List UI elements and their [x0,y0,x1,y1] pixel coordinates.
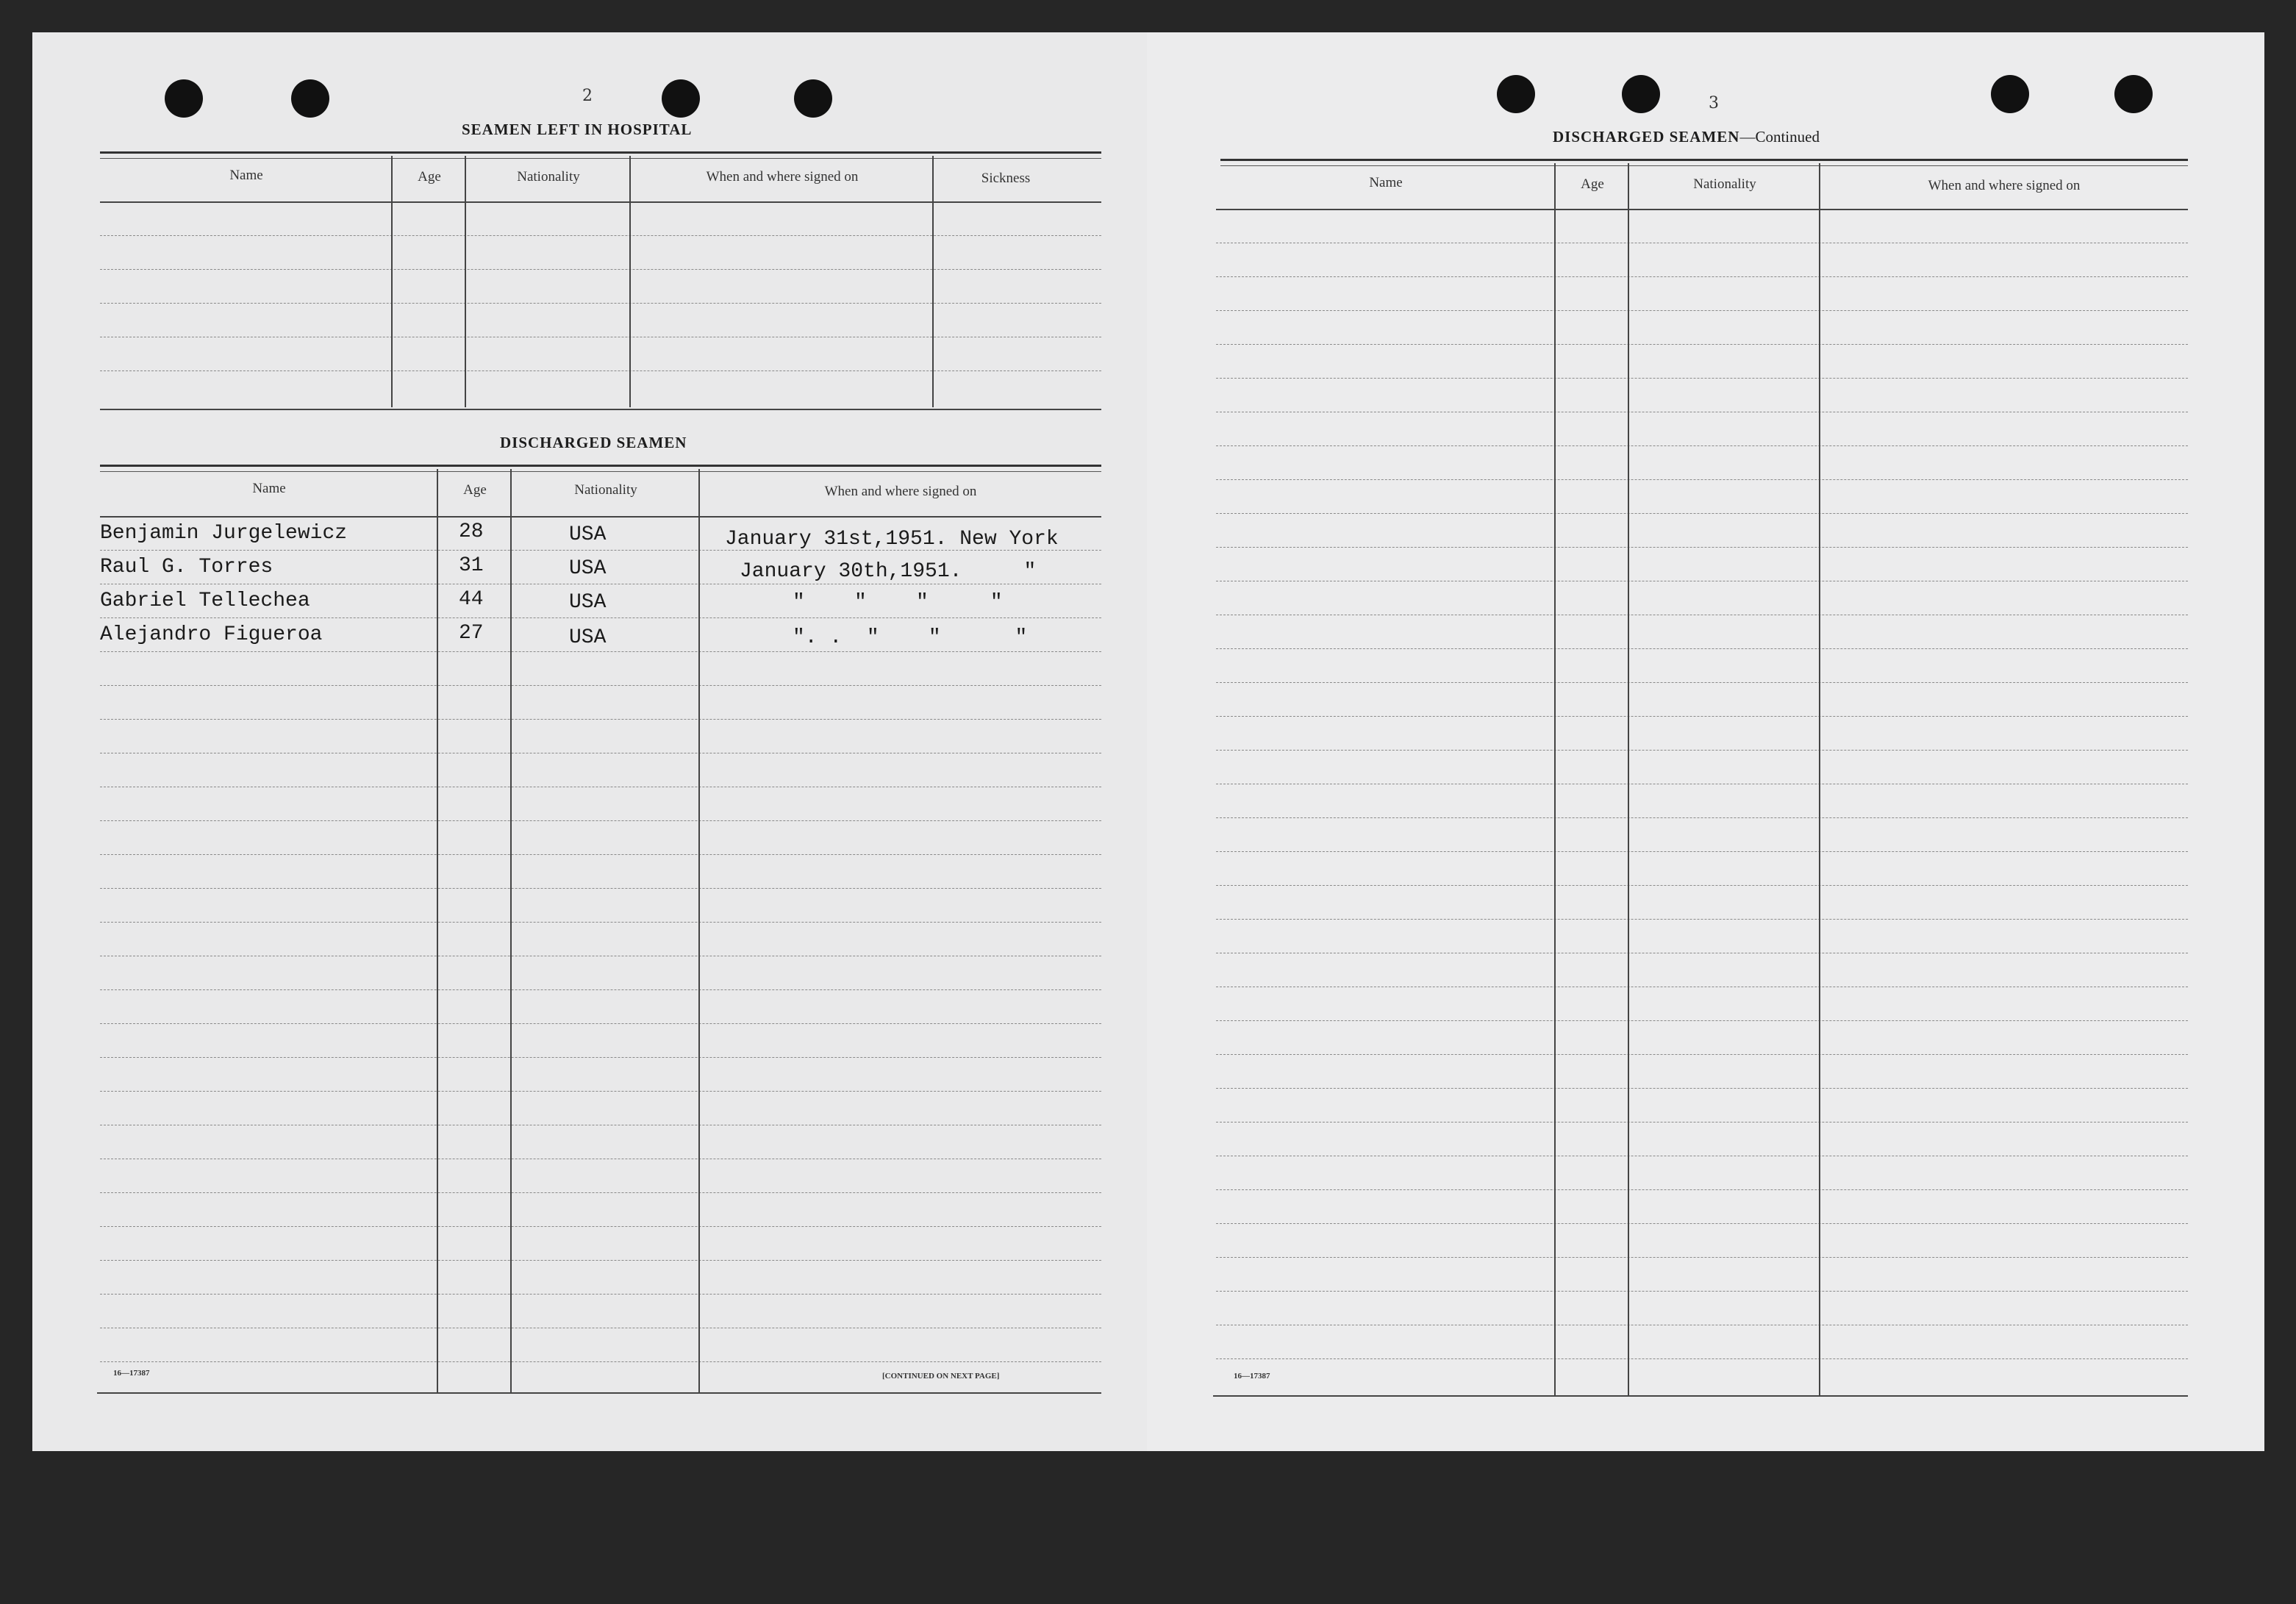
discharged-continued-title [1553,128,1820,146]
table-top-rule [100,465,1101,472]
seaman-age: 27 [459,622,484,645]
ruled-line [100,269,1101,270]
page-number: 3 [1709,94,1719,112]
column-divider [510,469,512,1392]
section-title-suffix: —Continued [1739,128,1820,146]
ruled-line [100,888,1101,889]
page-number: 2 [582,87,593,105]
punch-hole [794,79,832,118]
column-divider [437,469,438,1392]
seaman-nationality: USA [569,626,607,649]
ruled-line [100,1057,1101,1058]
ruled-line [100,989,1101,990]
ruled-line [1216,648,2188,649]
ruled-line [100,235,1101,236]
column-divider [1819,163,1820,1395]
header-rule [100,516,1101,518]
seaman-nationality: USA [569,557,607,580]
ruled-line [1216,1020,2188,1021]
column-divider [629,156,631,407]
seaman-nationality: USA [569,523,607,546]
column-divider [1628,163,1629,1395]
ruled-line [1216,919,2188,920]
col-header-name: Name [1369,175,1403,190]
punch-hole [662,79,700,118]
ruled-line [1216,750,2188,751]
ruled-line [100,685,1101,686]
ruled-line [1216,344,2188,345]
ruled-line [100,303,1101,304]
col-header-nationality: Nationality [517,169,580,185]
punch-hole [165,79,203,118]
seaman-age: 28 [459,520,484,543]
column-divider [1554,163,1556,1395]
ruled-line [1216,445,2188,446]
ruled-line [100,651,1101,652]
ruled-line [1216,1358,2188,1359]
ruled-line [1216,378,2188,379]
ruled-line [1216,513,2188,514]
ruled-line [100,820,1101,821]
ruled-line [1216,1223,2188,1224]
punch-hole [2114,75,2153,113]
ruled-line [1216,1257,2188,1258]
ruled-line [100,922,1101,923]
table-top-rule [1220,159,2188,166]
col-header-name: Name [229,168,263,183]
seaman-name: Benjamin Jurgelewicz [100,522,348,545]
section-title-text: DISCHARGED SEAMEN [1553,128,1740,146]
header-rule [100,201,1101,203]
ruled-line [1216,276,2188,277]
seaman-signed-on: " " " " [793,591,1003,614]
continued-note: [CONTINUED ON NEXT PAGE] [882,1372,1000,1381]
punch-hole [291,79,329,118]
ruled-line [1216,1189,2188,1190]
form-number: 16—17387 [1234,1372,1270,1381]
seaman-signed-on: ". . " " " [793,626,1028,649]
seaman-age: 44 [459,588,484,611]
col-header-sickness: Sickness [981,171,1031,186]
seaman-name: Gabriel Tellechea [100,590,310,612]
col-header-age: Age [463,482,487,498]
ruled-line [100,617,1101,618]
column-divider [465,156,466,407]
ruled-line [1216,885,2188,886]
col-header-name: Name [252,481,286,496]
col-header-signed-on: When and where signed on [1928,178,2081,193]
ruled-line [100,1260,1101,1261]
col-header-age: Age [418,169,441,185]
ruled-line [100,854,1101,855]
ruled-line [1216,682,2188,683]
col-header-age: Age [1581,176,1604,192]
column-divider [698,469,700,1392]
seaman-signed-on: January 31st,1951. New York [725,528,1059,551]
header-rule [1216,209,2188,210]
ruled-line [1216,851,2188,852]
col-header-signed-on: When and where signed on [824,484,977,499]
seaman-nationality: USA [569,591,607,614]
punch-hole [1497,75,1535,113]
form-number: 16—17387 [113,1369,150,1378]
table-top-rule [100,151,1101,159]
ruled-line [1216,310,2188,311]
seaman-name: Alejandro Figueroa [100,623,323,646]
col-header-signed-on: When and where signed on [706,169,859,185]
ruled-line [1216,1122,2188,1123]
ruled-line [100,1091,1101,1092]
table-bottom-rule [100,409,1101,410]
punch-hole [1991,75,2029,113]
ruled-line [100,1294,1101,1295]
discharged-section-title: DISCHARGED SEAMEN [500,434,687,451]
ruled-line [1216,547,2188,548]
left-page [32,32,1150,1451]
table-bottom-rule [97,1392,1101,1394]
column-divider [932,156,934,407]
ruled-line [100,1192,1101,1193]
ruled-line [1216,817,2188,818]
ruled-line [100,370,1101,371]
ruled-line [100,1361,1101,1362]
ruled-line [100,1226,1101,1227]
ruled-line [1216,1291,2188,1292]
punch-hole [1622,75,1660,113]
seaman-signed-on: January 30th,1951. " [740,560,1037,583]
ruled-line [1216,716,2188,717]
ruled-line [100,719,1101,720]
column-divider [391,156,393,407]
ruled-line [1216,1054,2188,1055]
ruled-line [1216,1088,2188,1089]
ruled-line [1216,479,2188,480]
ruled-line [100,1023,1101,1024]
hospital-section-title: SEAMEN LEFT IN HOSPITAL [462,121,693,138]
table-bottom-rule [1213,1395,2188,1397]
right-page [1147,32,2264,1451]
col-header-nationality: Nationality [574,482,637,498]
seaman-age: 31 [459,554,484,577]
seaman-name: Raul G. Torres [100,556,273,579]
col-header-nationality: Nationality [1693,176,1756,192]
